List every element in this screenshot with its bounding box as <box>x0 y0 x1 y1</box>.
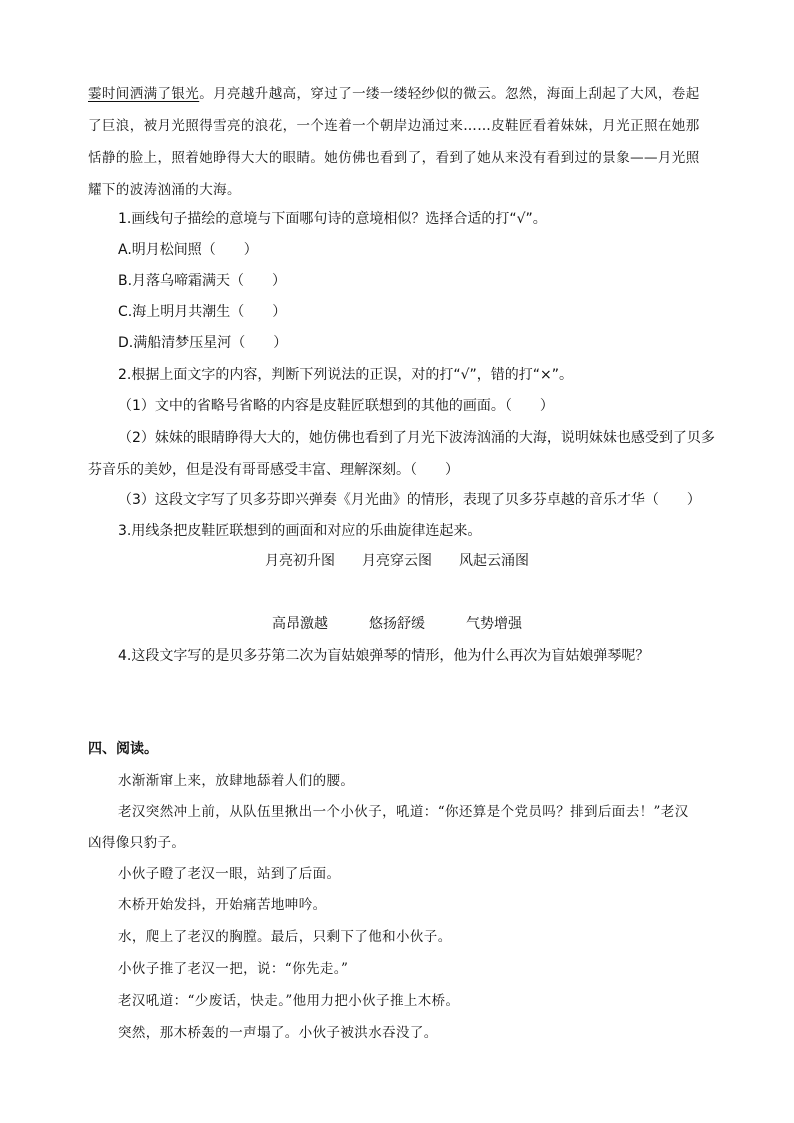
question-4-stem: 4.这段文字写的是贝多芬第二次为盲姑娘弹琴的情形，他为什么再次为盲姑娘弹琴呢？ <box>118 648 650 664</box>
question-2-item-2-line-1[interactable]: （2）妹妹的眼睛睁得大大的，她仿佛也看到了月光下波涛汹涌的大海，说明妹妹也感受到了贝多 <box>118 430 715 446</box>
picture-option-2[interactable]: 月亮穿云图 <box>362 553 432 569</box>
reading-line: 水渐渐窜上来，放肆地舔着人们的腰。 <box>118 773 355 789</box>
question-2-item-1[interactable]: （1）文中的省略号省略的内容是皮鞋匠联想到的其他的画面。（ ） <box>118 398 554 414</box>
question-1-option-d[interactable]: D.满船清梦压星河（ ） <box>118 335 288 351</box>
question-1-stem: 1.画线句子描绘的意境与下面哪句诗的意境相似？选择合适的打“√”。 <box>118 211 547 227</box>
reading-line: 凶得像只豹子。 <box>88 835 186 851</box>
reading-line: 小伙子瞪了老汉一眼，站到了后面。 <box>118 866 341 882</box>
picture-option-3[interactable]: 风起云涌图 <box>459 553 529 569</box>
question-1-option-b[interactable]: B.月落乌啼霜满天（ ） <box>118 273 287 289</box>
underlined-sentence: 霎时间洒满了银光 <box>88 86 200 102</box>
melody-option-2[interactable]: 悠扬舒缓 <box>369 616 425 632</box>
question-1-option-c[interactable]: C.海上明月共潮生（ ） <box>118 304 287 320</box>
passage-line-4: 耀下的波涛汹涌的大海。 <box>88 182 241 198</box>
question-2-item-2-line-2[interactable]: 芬音乐的美妙，但是没有哥哥感受丰富、理解深刻。（ ） <box>88 462 459 478</box>
passage-line-2: 了巨浪，被月光照得雪亮的浪花，一个连着一个朝岸边涌过来……皮鞋匠看着妹妹，月光正照在她那 <box>88 118 700 134</box>
section-4-heading: 四、阅读。 <box>88 741 158 757</box>
passage-line-3: 恬静的脸上，照着她睁得大大的眼睛。她仿佛也看到了，看到了她从来没有看到过的景象——月光照 <box>88 150 700 166</box>
melody-option-3[interactable]: 气势增强 <box>466 616 522 632</box>
question-3-stem: 3.用线条把皮鞋匠联想到的画面和对应的乐曲旋律连起来。 <box>118 523 482 539</box>
reading-line: 水，爬上了老汉的胸膛。最后，只剩下了他和小伙子。 <box>118 929 452 945</box>
picture-option-1[interactable]: 月亮初升图 <box>265 553 335 569</box>
reading-line: 小伙子推了老汉一把，说：“你先走。” <box>118 961 349 977</box>
passage-line-1-rest: 。月亮越升越高，穿过了一缕一缕轻纱似的微云。忽然，海面上刮起了大风，卷起 <box>199 86 700 102</box>
reading-line: 突然，那木桥轰的一声塌了。小伙子被洪水吞没了。 <box>118 1025 438 1041</box>
melody-option-1[interactable]: 高昂激越 <box>272 616 328 632</box>
question-2-item-3[interactable]: （3）这段文字写了贝多芬即兴弹奏《月光曲》的情形，表现了贝多芬卓越的音乐才华（ ） <box>118 492 701 508</box>
reading-line: 木桥开始发抖，开始痛苦地呻吟。 <box>118 897 327 913</box>
passage-line-1 <box>88 82 700 102</box>
reading-line: 老汉吼道：“少废话，快走。”他用力把小伙子推上木桥。 <box>118 993 460 1009</box>
question-1-option-a[interactable]: A.明月松间照（ ） <box>118 242 258 258</box>
reading-line: 老汉突然冲上前，从队伍里揪出一个小伙子，吼道：“你还算是个党员吗？排到后面去！”老汉 <box>118 804 689 820</box>
question-2-stem: 2.根据上面文字的内容，判断下列说法的正误，对的打“√”，错的打“×”。 <box>118 367 574 383</box>
